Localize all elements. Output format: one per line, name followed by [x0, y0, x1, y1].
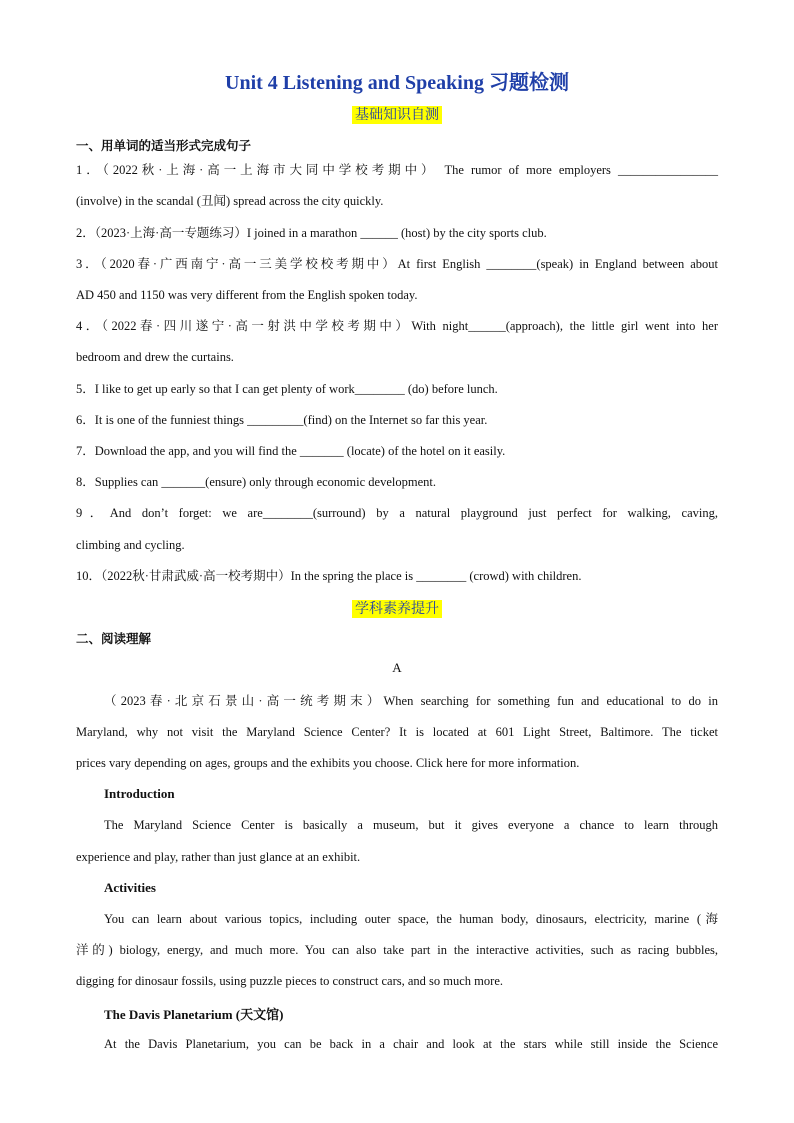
subheading-activities: Activities [104, 880, 156, 895]
question-2: 2．（2023·上海·高一专题练习）I joined in a marathon ______ (host) by the city sports club. [76, 226, 547, 240]
page-title: Unit 4 Listening and Speaking 习题检测 [225, 72, 569, 94]
question-10: 10．（2022秋·甘肃武威·高一校考期中）In the spring the place is ________ (crowd) with children. [76, 569, 582, 583]
section-banner-basic: 基础知识自测 [0, 104, 794, 124]
question-4-line-1: 4．（2022春·四川遂宁·高一射洪中学校考期中）With night______(approach), the little girl went into her [76, 319, 718, 333]
passage-para-3-line-1: You can learn about various topics, including outer space, the human body, dinosaurs, electricity, marine (海 [104, 912, 718, 926]
passage-para-3-line-2: 洋的) biology, energy, and much more. You can also take part in the interactive activities, such as racing bubbles, [76, 943, 718, 957]
passage-para-2-line-2: experience and play, rather than just glance at an exhibit. [76, 850, 361, 864]
passage-para-1-line-3: prices vary depending on ages, groups and the exhibits you choose. Click here for more information. [76, 756, 580, 770]
passage-para-1-line-2: Maryland, why not visit the Maryland Science Center? It is located at 601 Light Street, Baltimore. The ticket [76, 725, 718, 739]
question-6: 6．It is one of the funniest things _________(find) on the Internet so far this year. [76, 413, 488, 427]
question-8: 8．Supplies can _______(ensure) only through economic development. [76, 475, 436, 489]
section-heading-2: 二、阅读理解 [76, 631, 152, 646]
question-1-line-2: (involve) in the scandal (丑闻) spread across the city quickly. [76, 194, 384, 208]
subheading-introduction: Introduction [104, 786, 175, 801]
passage-para-1-line-1: （2023春·北京石景山·高一统考期末）When searching for something fun and educational to do in [104, 694, 718, 708]
passage-para-2-line-1: The Maryland Science Center is basically a museum, but it gives everyone a chance to learn through [104, 818, 718, 832]
subheading-planetarium: The Davis Planetarium (天文馆) [104, 1007, 284, 1022]
question-3-line-1: 3．（2020春·广西南宁·高一三美学校校考期中）At first English ________(speak) in England between about [76, 257, 718, 271]
section-heading-1: 一、用单词的适当形式完成句子 [76, 138, 252, 153]
section-banner-advanced: 学科素养提升 [0, 598, 794, 618]
question-4-line-2: bedroom and drew the curtains. [76, 350, 234, 364]
question-5: 5．I like to get up early so that I can get plenty of work________ (do) before lunch. [76, 382, 498, 396]
question-7: 7．Download the app, and you will find the _______ (locate) of the hotel on it easily. [76, 444, 506, 458]
question-3-line-2: AD 450 and 1150 was very different from the English spoken today. [76, 288, 418, 302]
question-9-line-2: climbing and cycling. [76, 538, 185, 552]
passage-para-4-line-1: At the Davis Planetarium, you can be back in a chair and look at the stars while still inside the Science [104, 1037, 718, 1051]
passage-para-3-line-3: digging for dinosaur fossils, using puzzle pieces to construct cars, and so much more. [76, 974, 503, 988]
question-9-line-1: 9．And don’t forget: we are________(surround) by a natural playground just perfect for walking, caving, [76, 506, 718, 520]
question-1-line-1: 1．（2022秋·上海·高一上海市大同中学校考期中） The rumor of more employers ________________ [76, 163, 718, 177]
passage-label: A [392, 660, 402, 675]
